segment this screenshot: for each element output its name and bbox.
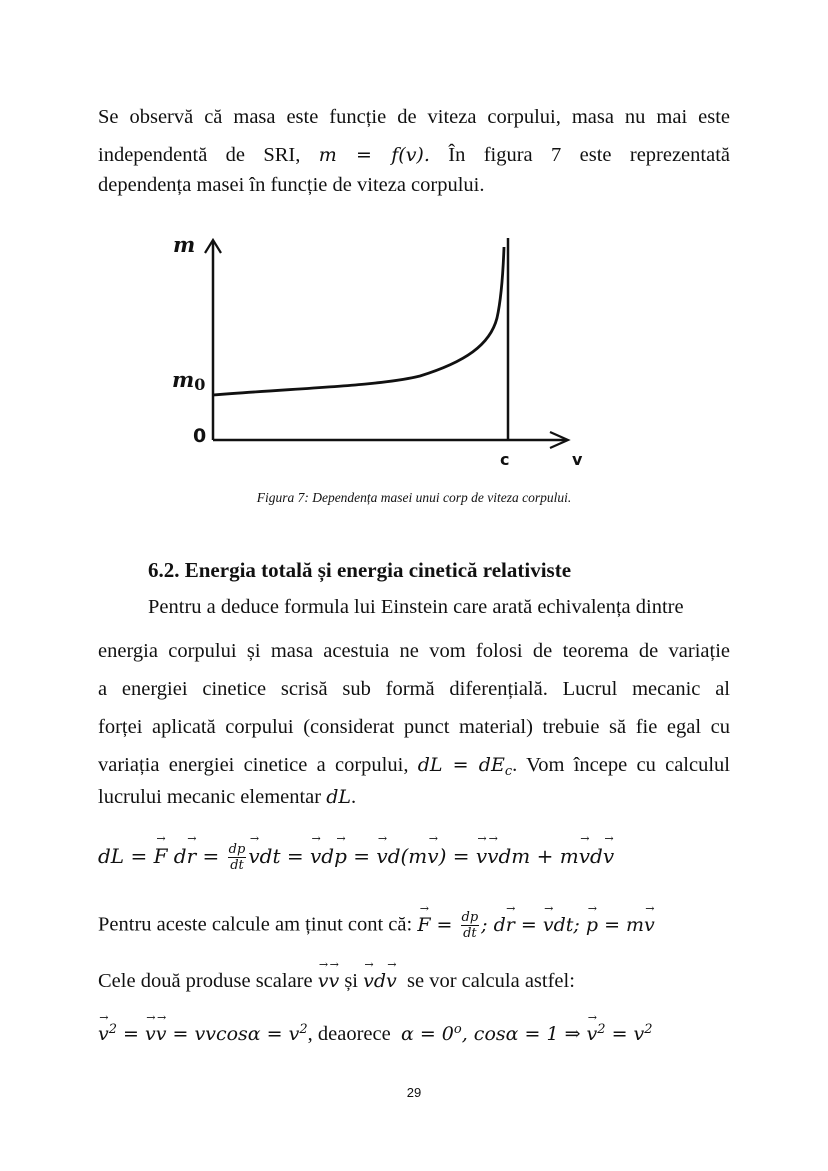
section-heading: 6.2. Energia totală și energia cinetică relativiste [148,558,572,582]
fraction-dp-dt-2: $\frac{dp}{dt}$ [461,910,479,941]
origin-label: 0 [193,425,207,447]
para-line-4: forței aplicată corpului (considerat punct material) trebuie să fie egal cu [98,716,730,738]
page-number: 29 [406,1085,422,1100]
y-axis-label: m [173,232,196,257]
calc-note-line: Pentru aceste calcule am ținut cont că: → F = $\frac{dp}{dt}$ ; d→ r = → vdt; → p = m→ v [98,910,730,941]
mass-curve [213,247,504,395]
intro-line-3: dependența masei în funcție de viteza corpului. [98,174,485,196]
figure-caption: Figura 7: Dependența masei unui corp de viteza corpului. [256,490,572,505]
figure-7-graph [0,0,828,520]
para-line-2: energia corpului și masa acestuia ne vom folosi de teorema de variație [98,640,730,662]
para-line-3: a energiei cinetice scrisă sub formă diferențială. Lucrul mecanic al [98,678,730,700]
para-line-1: Pentru a deduce formula lui Einstein care arată echivalența dintre [148,596,684,618]
para-line-6: lucrului mecanic elementar dL. [98,786,357,808]
m0-label: m0 [172,367,206,394]
scalar-products-line: Cele două produse scalare → v→ v și → vd→ v se vor calcula astfel: [98,970,730,993]
fraction-dp-dt: $\frac{dp}{dt}$ [228,842,246,873]
intro-line-1: Se observă că masa este funcție de viteza corpului, masa nu mai este [98,106,730,128]
equation-v-squared: → $v^2$ = → $v\to v = vvcos\alpha = v^2$, deaorece $\alpha = 0^o$, cosα = 1 ⇒ → $v^2 = v^2$ [98,1022,730,1046]
equation-work: dL = → F d→ r = $\frac{dp}{dt}$ → vdt = → vd→ p = → vd(m→ v) = → v→ vdm + m→ vd→ v [98,842,730,873]
x-axis-label: v [572,450,583,469]
para-line-5: variația energiei cinetice a corpului, dL = $dE_c$. Vom începe cu calculul [98,754,730,779]
intro-line-2: independentă de SRI, m = f(v). În figura 7 este reprezentată [98,144,730,166]
m0-subscript: 0 [194,375,206,394]
c-label: c [500,450,510,469]
